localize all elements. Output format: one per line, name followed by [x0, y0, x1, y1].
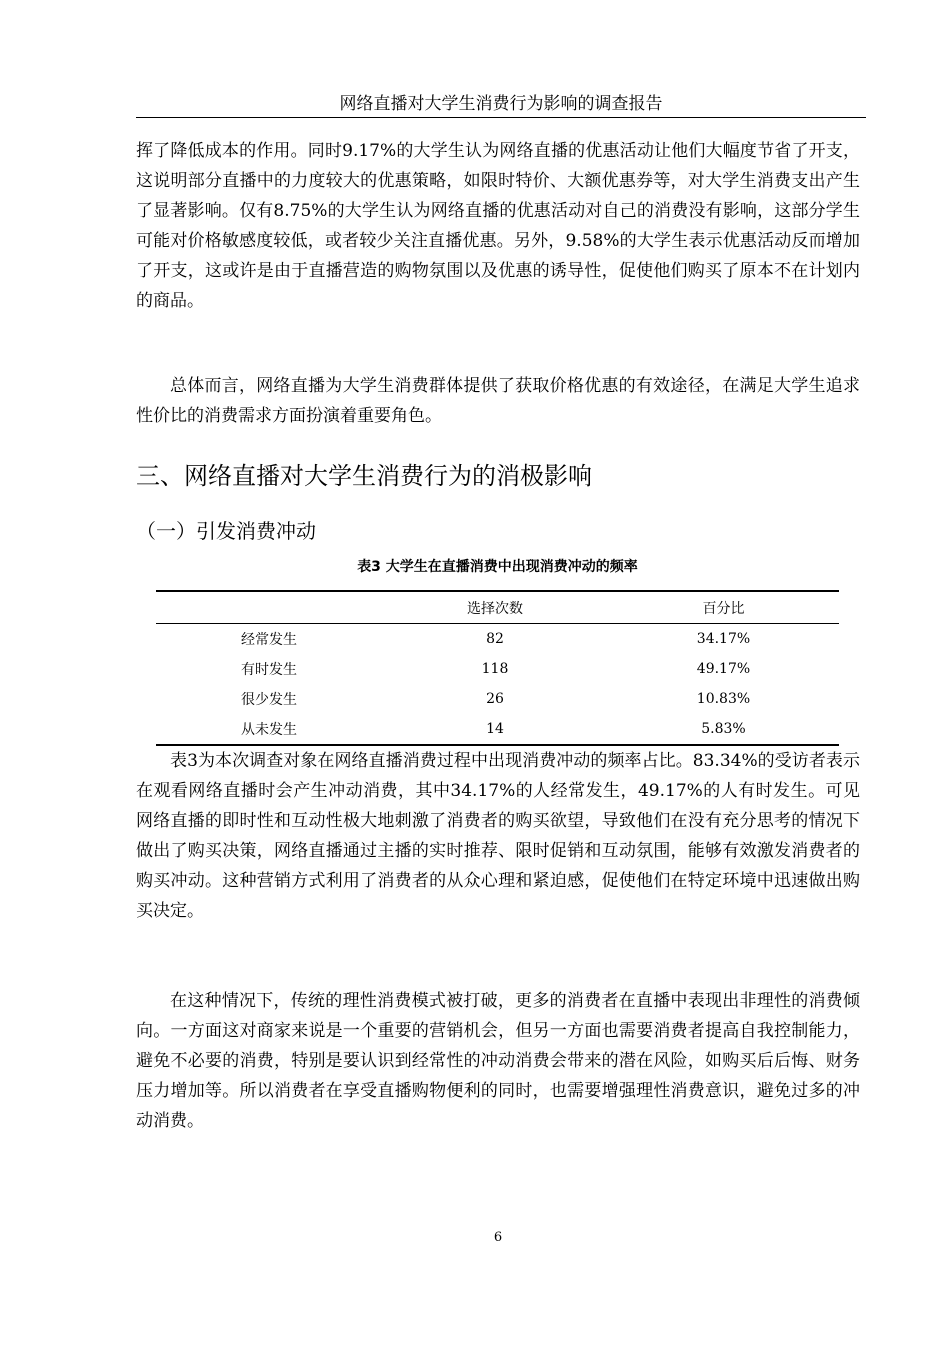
paragraph-4: 在这种情况下，传统的理性消费模式被打破，更多的消费者在直播中表现出非理性的消费倾向。一方面这对商家来说是一个重要的营销机会，但另一方面也需要消费者提高自我控制能力，避免不必要的消费，特别是要认识到经常性的冲动消费会带来的潜在风险，如购买后后悔、财务压力增加等。所以消费者在享受直播购物便利的同时，也需要增强理性消费意识，避免过多的冲动消费。	[136, 991, 860, 1131]
table-row	[156, 684, 839, 714]
paragraph-2: 总体而言，网络直播为大学生消费群体提供了获取价格优惠的有效途径，在满足大学生追求性价比的消费需求方面扮演着重要角色。	[136, 376, 860, 426]
table-row	[156, 714, 839, 745]
page-number: 6	[493, 1230, 503, 1245]
percent-cell: 49.17%	[696, 661, 751, 677]
section-heading: 三、网络直播对大学生消费行为的消极影响	[136, 462, 592, 490]
header-rule	[136, 117, 866, 118]
table-header-row	[156, 591, 839, 624]
row-label: 有时发生	[241, 662, 297, 678]
percent-cell: 34.17%	[696, 631, 751, 647]
subsection-heading: （一）引发消费冲动	[136, 519, 316, 543]
column-header-percent: 百分比	[608, 591, 839, 624]
row-label: 经常发生	[241, 632, 297, 648]
paragraph-1: 挥了降低成本的作用。同时9.17%的大学生认为网络直播的优惠活动让他们大幅度节省了开支，这说明部分直播中的力度较大的优惠策略，如限时特价、大额优惠券等，对大学生消费支出产生了显著影响。仅有8.75%的大学生认为网络直播的优惠活动对自己的消费没有影响，这部分学生可能对价格敏感度较低，或者较少关注直播优惠。另外，9.58%的大学生表示优惠活动反而增加了开支，这或许是由于直播营造的购物氛围以及优惠的诱导性，促使他们购买了原本不在计划内的商品。	[136, 141, 860, 311]
column-header-count: 选择次数	[382, 591, 608, 624]
count-cell: 118	[481, 661, 509, 677]
paragraph-3: 表3为本次调查对象在网络直播消费过程中出现消费冲动的频率占比。83.34%的受访者表示在观看网络直播时会产生冲动消费，其中34.17%的人经常发生，49.17%的人有时发生。可见网络直播的即时性和互动性极大地刺激了消费者的购买欲望，导致他们在没有充分思考的情况下做出了购买决策，网络直播通过主播的实时推荐、限时促销和互动氛围，能够有效激发消费者的购买冲动。这种营销方式利用了消费者的从众心理和紧迫感，促使他们在特定环境中迅速做出购买决定。	[136, 751, 860, 921]
count-cell: 82	[486, 631, 504, 647]
row-label: 很少发生	[241, 692, 297, 708]
count-cell: 14	[382, 714, 608, 745]
percent-cell: 5.83%	[608, 714, 839, 745]
table-row	[156, 624, 839, 655]
row-label: 从未发生	[156, 714, 382, 745]
frequency-table	[156, 590, 839, 746]
table-caption: 表3 大学生在直播消费中出现消费冲动的频率	[357, 559, 638, 575]
percent-cell: 10.83%	[696, 691, 751, 707]
table-row	[156, 654, 839, 684]
column-header	[156, 591, 382, 624]
count-cell: 26	[486, 691, 504, 707]
page-header: 网络直播对大学生消费行为影响的调查报告	[339, 94, 663, 114]
